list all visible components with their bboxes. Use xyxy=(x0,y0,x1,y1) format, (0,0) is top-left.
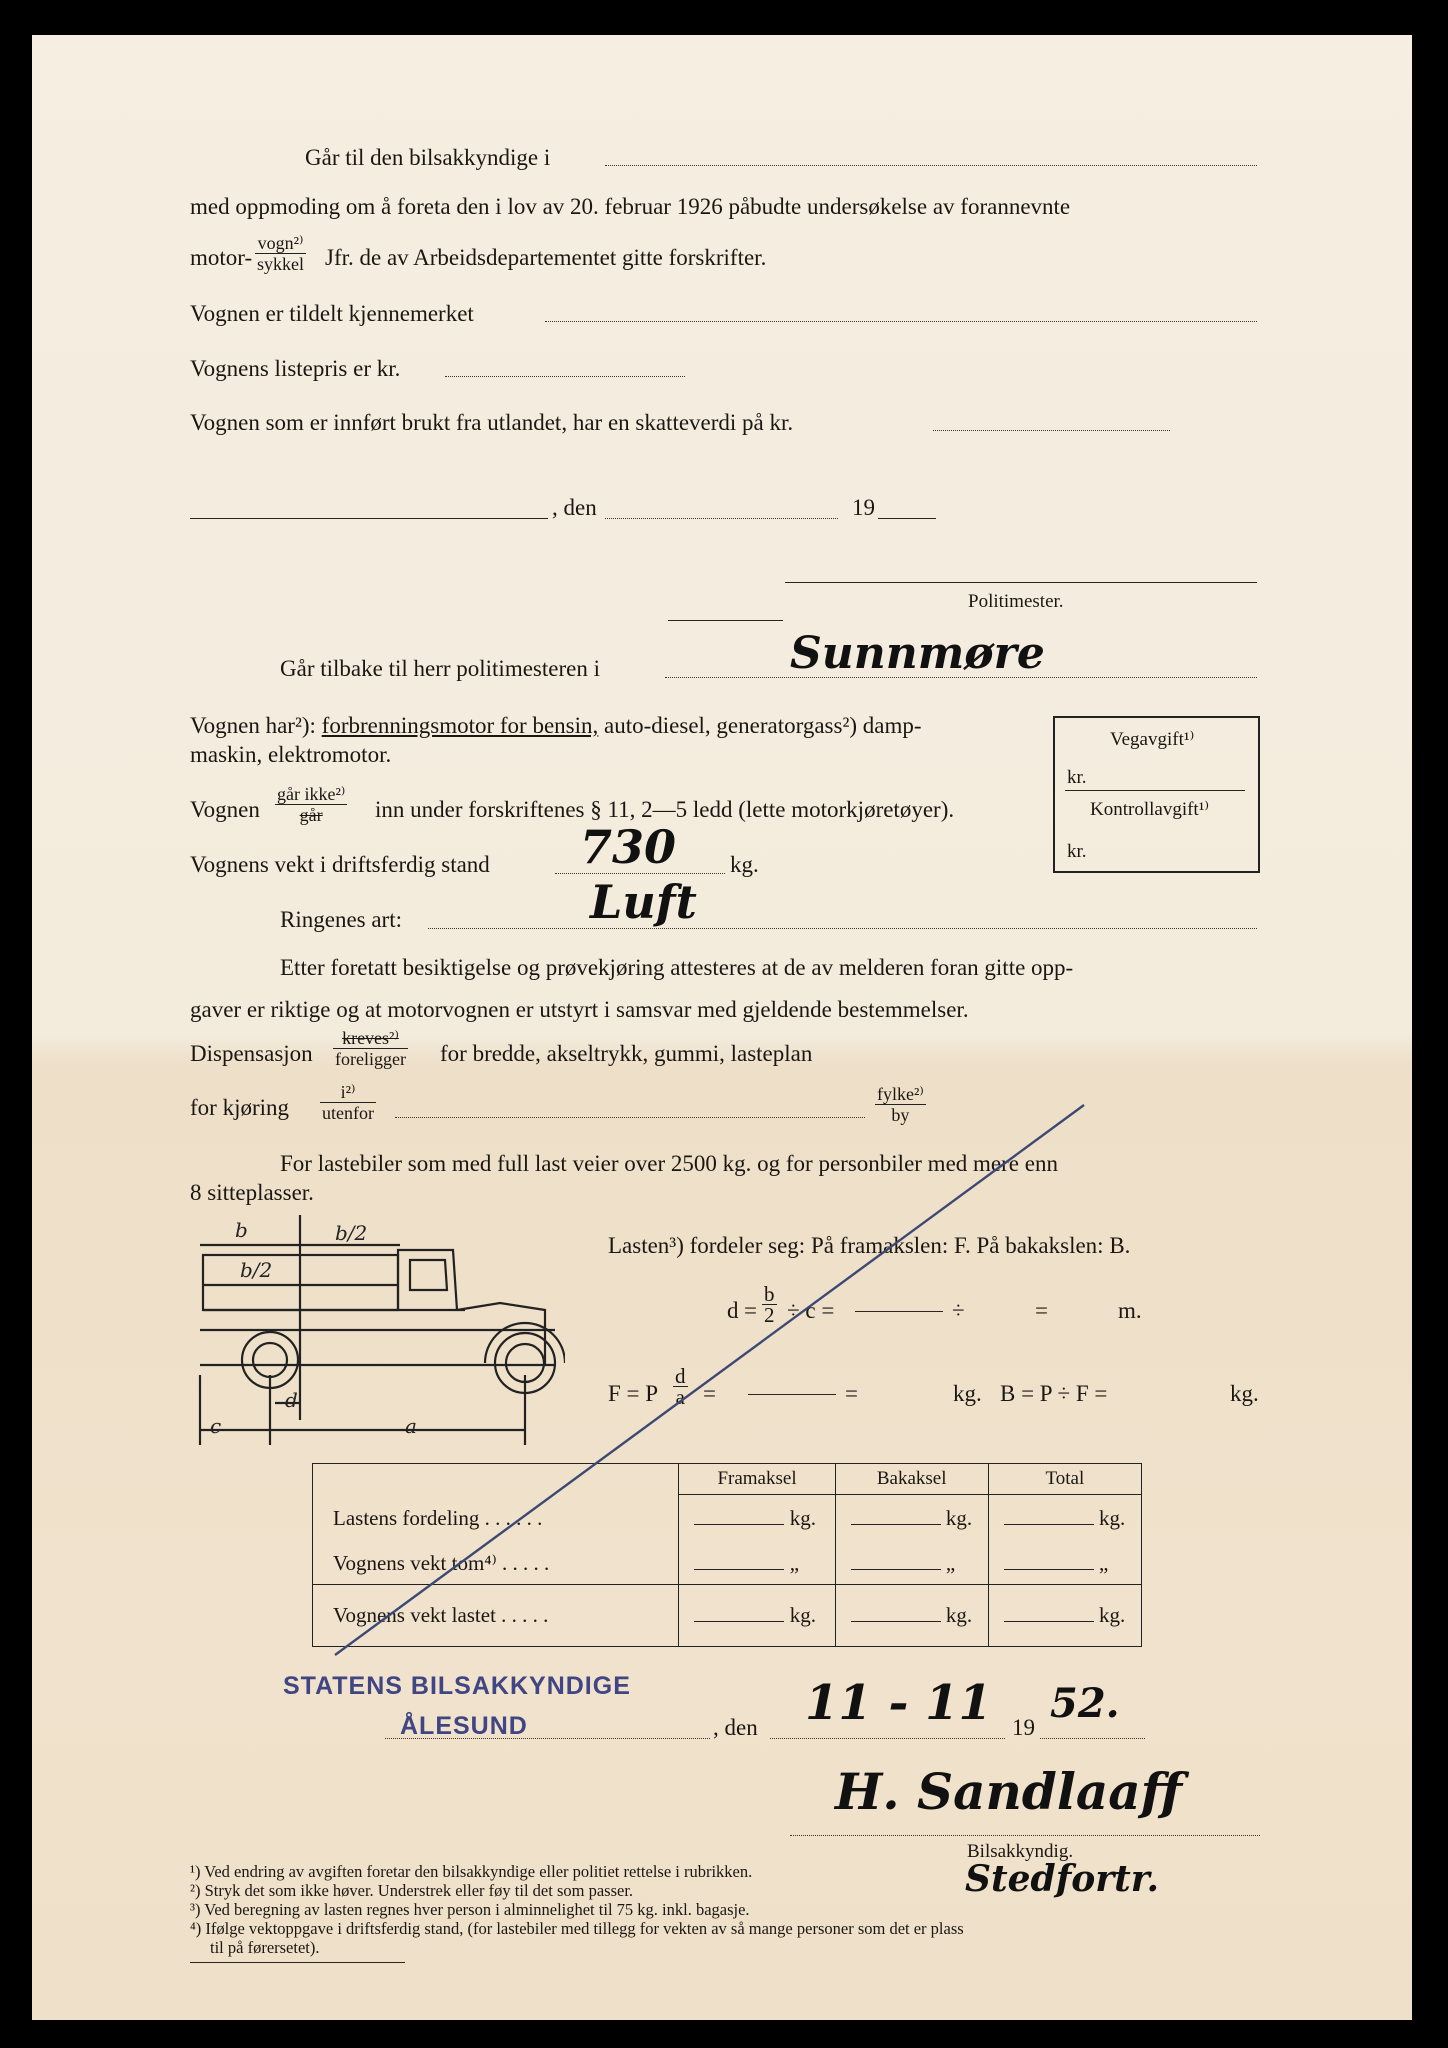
fylke-fraction: fylke²⁾ by xyxy=(877,1084,924,1125)
eq2-b: B = P ÷ F = xyxy=(1000,1381,1108,1406)
handwritten-weight: 730 xyxy=(580,820,677,874)
cell-total[interactable]: kg. xyxy=(988,1585,1141,1647)
vekt-label: Vognens vekt i driftsferdig stand xyxy=(190,852,490,877)
etter-line1: Etter foretatt besiktigelse og prøvekjøring attesteres at de av melderen foran gitte opp- xyxy=(280,955,1074,980)
motor-prefix: motor- xyxy=(190,245,253,270)
bilsakkyndig-label: Bilsakkyndig. xyxy=(967,1841,1074,1862)
eq1-minus-c: ÷ c = xyxy=(787,1298,835,1323)
vegavgift-kr: kr. xyxy=(1067,767,1087,788)
signoff-year-prefix: 19 xyxy=(1012,1715,1035,1740)
den-label: , den xyxy=(552,495,597,520)
vognen-label: Vognen xyxy=(190,797,260,822)
stamp-place-field[interactable] xyxy=(385,1738,710,1739)
stamp-line1: STATENS BILSAKKYNDIGE xyxy=(283,1672,631,1700)
eq2-equals: = xyxy=(703,1381,716,1406)
cell-total[interactable]: kg. xyxy=(988,1495,1141,1543)
header-total: Total xyxy=(988,1464,1141,1495)
row-label: Vognens vekt tom⁴⁾ . . . . . xyxy=(313,1543,679,1585)
kontrollavgift-label: Kontrollavgift¹⁾ xyxy=(1090,799,1210,820)
forskriftenes-line: inn under forskriftenes § 11, 2—5 ledd (lette motorkjøretøyer). xyxy=(375,797,955,822)
date-field[interactable] xyxy=(605,518,838,519)
lasten-line: Lasten³) fordeler seg: På framakslen: F. På bakakslen: B. xyxy=(608,1233,1131,1258)
handwritten-tyre-type: Luft xyxy=(590,875,697,929)
dispensasjon-fraction: kreves²⁾ foreligger xyxy=(335,1028,406,1069)
cell-bakaksel[interactable]: „ xyxy=(835,1543,988,1585)
diagram-label-c: c xyxy=(210,1414,222,1438)
header-framaksel: Framaksel xyxy=(679,1464,835,1495)
eq2-kg2: kg. xyxy=(1230,1381,1259,1406)
eq2-fraction: $\frac{d}{a}$ xyxy=(675,1364,686,1409)
lastebiler-line2: 8 sitteplasser. xyxy=(190,1180,314,1205)
cell-framaksel[interactable]: kg. xyxy=(679,1585,835,1647)
eq1-equals: = xyxy=(1035,1298,1048,1323)
year-prefix: 19 xyxy=(852,495,875,520)
eq1-div: ÷ xyxy=(952,1298,965,1323)
row-label: Vognens vekt lastet . . . . . xyxy=(313,1585,679,1647)
cell-bakaksel[interactable]: kg. xyxy=(835,1585,988,1647)
year-field[interactable] xyxy=(878,518,936,519)
bilsakkyndige-line: Går til den bilsakkyndige i xyxy=(305,145,551,170)
kjoring-fraction: i²⁾ utenfor xyxy=(322,1082,374,1123)
kjennemerket-field[interactable] xyxy=(545,321,1257,322)
signature-line xyxy=(790,1835,1260,1836)
forskrifter-line: Jfr. de av Arbeidsdepartementet gitte forskrifter. xyxy=(325,245,767,270)
eq2-f: F = P xyxy=(608,1381,659,1406)
tilbake-label: Går tilbake til herr politimesteren i xyxy=(280,656,600,681)
politimester-signature-line xyxy=(785,582,1257,583)
row-label: Lastens fordeling . . . . . . xyxy=(313,1495,679,1543)
skatteverdi-label: Vognen som er innført brukt fra utlandet, har en skatteverdi på kr. xyxy=(190,410,794,435)
vognen-har-line2: maskin, elektromotor. xyxy=(190,742,392,767)
footnote-1: ¹) Ved endring av avgiften foretar den bilsakkyndige eller politiet rettelse i rubrikken. xyxy=(190,1862,753,1881)
motor-type-fraction: vogn²⁾ sykkel xyxy=(257,233,304,274)
eq1-eq: = xyxy=(744,1298,757,1323)
ringenes-field[interactable] xyxy=(428,928,1257,929)
signoff-year-field[interactable] xyxy=(1040,1738,1145,1739)
cell-framaksel[interactable]: „ xyxy=(679,1543,835,1585)
vegavgift-box xyxy=(1053,716,1260,873)
eq1-d: d xyxy=(727,1298,739,1323)
politimester-label: Politimester. xyxy=(968,591,1064,612)
etter-line2: gaver er riktige og at motorvognen er utstyrt i samsvar med gjeldende bestemmelser. xyxy=(190,997,969,1022)
handwritten-signature: H. Sandlaaff xyxy=(835,1762,1183,1821)
eq2-equals2: = xyxy=(845,1381,858,1406)
diagram-label-a: a xyxy=(405,1414,417,1438)
eq1-fraction: $\frac{b}{2}$ xyxy=(764,1282,775,1327)
footnote-3: ³) Ved beregning av lasten regnes hver person i alminnelighet til 75 kg. inkl. bagasje. xyxy=(190,1900,750,1919)
footnote-4: ⁴) Ifølge vektoppgave i driftsferdig stand, (for lastebiler med tillegg for vekten av så mange personer som det er plass xyxy=(190,1919,964,1938)
stamp-line2: ÅLESUND xyxy=(400,1712,528,1740)
cell-framaksel[interactable]: kg. xyxy=(679,1495,835,1543)
handwritten-stedfortr: Stedfortr. xyxy=(965,1858,1159,1900)
bilsakkyndige-field[interactable] xyxy=(605,165,1257,166)
gaar-fraction: går ikke²⁾ går xyxy=(277,784,346,825)
header-bakaksel: Bakaksel xyxy=(835,1464,988,1495)
diagram-label-b-half-left: b/2 xyxy=(240,1258,273,1282)
signoff-den: , den xyxy=(713,1715,758,1740)
eq1-unit: m. xyxy=(1118,1298,1142,1323)
handwritten-date: 11 - 11 xyxy=(805,1675,992,1731)
kjoring-label: for kjøring xyxy=(190,1095,290,1120)
dispensasjon-rest: for bredde, akseltrykk, gummi, lasteplan xyxy=(440,1041,813,1066)
footnote-4-cont: til på førersetet). xyxy=(210,1938,320,1957)
signoff-date-field[interactable] xyxy=(770,1738,1005,1739)
kontrollavgift-kr: kr. xyxy=(1067,841,1087,862)
vognen-har-line: Vognen har²): forbrenningsmotor for bensin, auto-diesel, generatorgass²) damp- xyxy=(190,713,922,738)
diagonal-strike-line xyxy=(330,1100,1090,1660)
footnote-2: ²) Stryk det som ikke høver. Understrek eller føy til det som passer. xyxy=(190,1881,634,1900)
divider xyxy=(668,620,783,621)
diagram-label-d: d xyxy=(285,1388,298,1412)
ringenes-label: Ringenes art: xyxy=(280,907,402,932)
vegavgift-label: Vegavgift¹⁾ xyxy=(1110,729,1195,750)
handwritten-year: 52. xyxy=(1050,1680,1120,1727)
place-field[interactable] xyxy=(190,518,548,519)
listepris-label: Vognens listepris er kr. xyxy=(190,356,401,381)
dispensasjon-label: Dispensasjon xyxy=(190,1041,313,1066)
oppmoding-line: med oppmoding om å foreta den i lov av 20. februar 1926 påbudte undersøkelse av forannevnte xyxy=(190,194,1071,219)
cell-bakaksel[interactable]: kg. xyxy=(835,1495,988,1543)
listepris-field[interactable] xyxy=(445,376,685,377)
diagram-label-b: b xyxy=(235,1218,248,1242)
diagram-label-b-half-right: b/2 xyxy=(335,1221,368,1245)
lastebiler-line1: For lastebiler som med full last veier over 2500 kg. og for personbiler med mere enn xyxy=(280,1151,1058,1176)
handwritten-sunnmore: Sunnmøre xyxy=(790,628,1045,679)
vegavgift-field[interactable] xyxy=(1065,790,1245,791)
vekt-unit: kg. xyxy=(730,852,759,877)
cell-total[interactable]: „ xyxy=(988,1543,1141,1585)
footnote-divider xyxy=(190,1962,405,1963)
skatteverdi-field[interactable] xyxy=(933,430,1170,431)
eq2-kg: kg. xyxy=(953,1381,982,1406)
kjennemerket-label: Vognen er tildelt kjennemerket xyxy=(190,301,474,326)
